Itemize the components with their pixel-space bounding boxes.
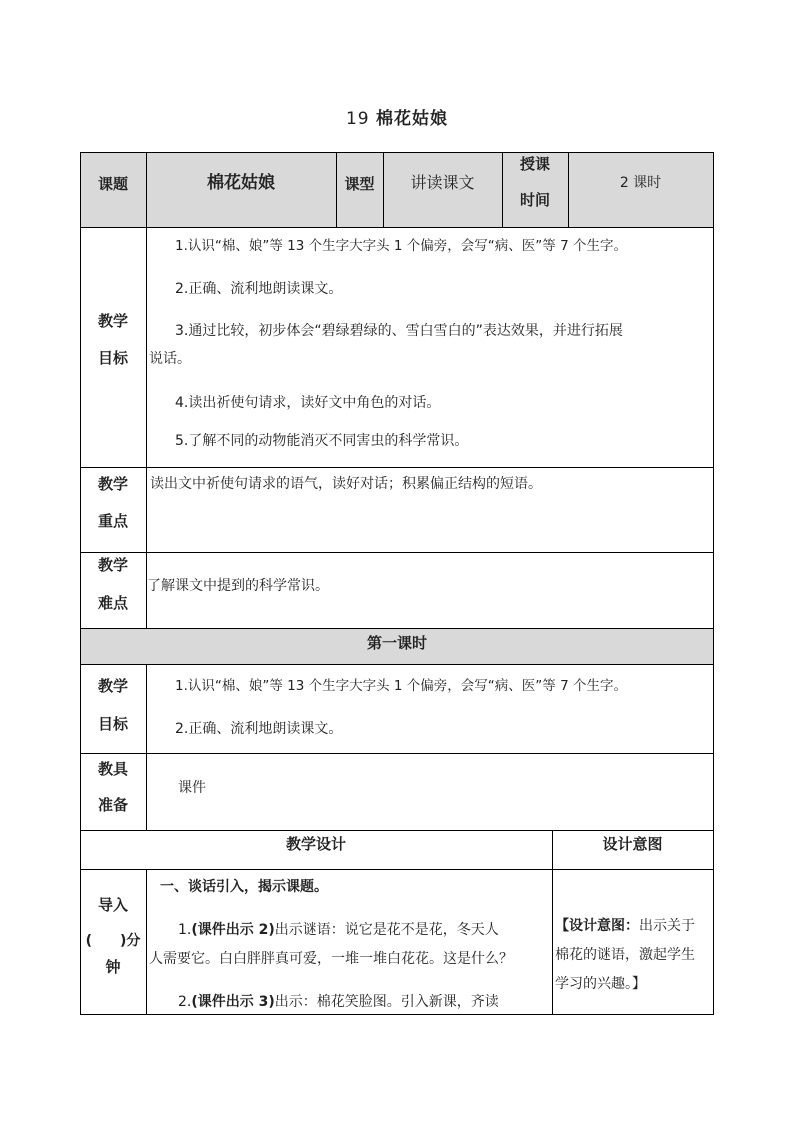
- time-label-line1: 授课: [519, 155, 550, 173]
- intent-column-header: 设计意图: [602, 835, 663, 853]
- goal-item-3-cont: 说话。: [149, 351, 191, 367]
- lesson-name: 棉花姑娘: [376, 109, 449, 129]
- type-label: 课型: [344, 175, 375, 193]
- topic-label: 课题: [97, 175, 128, 193]
- time-value: 2 课时: [619, 175, 662, 191]
- tools-text: 课件: [178, 780, 206, 796]
- lesson-number: 19: [345, 109, 370, 129]
- time-label-line2: 时间: [519, 191, 550, 209]
- intro-label-line1: 导入: [97, 896, 128, 914]
- lesson1-goals-label-line1: 教学: [97, 677, 128, 695]
- tools-label-line2: 准备: [97, 796, 128, 814]
- document-title: [0, 104, 794, 129]
- intent-line-1: 【设计意图：出示关于: [555, 918, 695, 934]
- goal-item-2: 2.正确、流利地朗读课文。: [175, 281, 343, 297]
- intro-label-line2: ( )分: [85, 933, 141, 949]
- goals-label-line2: 目标: [97, 349, 128, 367]
- focus-text: 读出文中祈使句请求的语气，读好对话；积累偏正结构的短语。: [150, 476, 542, 492]
- focus-label-line2: 重点: [97, 512, 128, 530]
- difficulty-label-line2: 难点: [97, 594, 128, 612]
- intent-line-2: 棉花的谜语，激起学生: [555, 947, 695, 963]
- intro-label-line3: 钟: [105, 958, 121, 976]
- type-value: 讲读课文: [410, 173, 475, 192]
- goals-label-line1: 教学: [97, 312, 128, 330]
- topic-value: 棉花姑娘: [207, 173, 275, 193]
- intro-paragraph-1-cont: 人需要它。白白胖胖真可爱，一堆一堆白花花。这是什么？: [149, 951, 513, 967]
- goal-item-4: 4.读出祈使句请求，读好文中角色的对话。: [175, 395, 441, 411]
- difficulty-text: 了解课文中提到的科学常识。: [147, 578, 329, 594]
- intent-line-3: 学习的兴趣。】: [555, 976, 646, 992]
- goal-item-1: 1.认识“棉、娘”等 13 个生字大字头 1 个偏旁，会写“病、医”等 7 个生字。: [175, 238, 627, 254]
- intro-section-title: 一、谈话引入，揭示课题。: [160, 879, 328, 895]
- lesson1-goals-label-line2: 目标: [97, 715, 128, 733]
- design-column-header: 教学设计: [285, 835, 346, 853]
- lesson1-heading: 第一课时: [366, 634, 427, 652]
- intro-paragraph-1: 1.(课件出示 2)出示谜语：说它是花不是花，冬天人: [178, 922, 499, 938]
- tools-label-line1: 教具: [97, 760, 128, 778]
- difficulty-label-line1: 教学: [97, 556, 128, 574]
- intro-paragraph-2: 2.(课件出示 3)出示：棉花笑脸图。引入新课，齐读: [178, 994, 499, 1010]
- lesson1-goal-2: 2.正确、流利地朗读课文。: [175, 721, 343, 737]
- goal-item-3: 3.通过比较，初步体会“碧绿碧绿的、雪白雪白的”表达效果，并进行拓展: [175, 323, 623, 339]
- goal-item-5: 5.了解不同的动物能消灭不同害虫的科学常识。: [175, 433, 469, 449]
- lesson1-goal-1: 1.认识“棉、娘”等 13 个生字大字头 1 个偏旁，会写“病、医”等 7 个生字。: [175, 678, 627, 694]
- focus-label-line1: 教学: [97, 475, 128, 493]
